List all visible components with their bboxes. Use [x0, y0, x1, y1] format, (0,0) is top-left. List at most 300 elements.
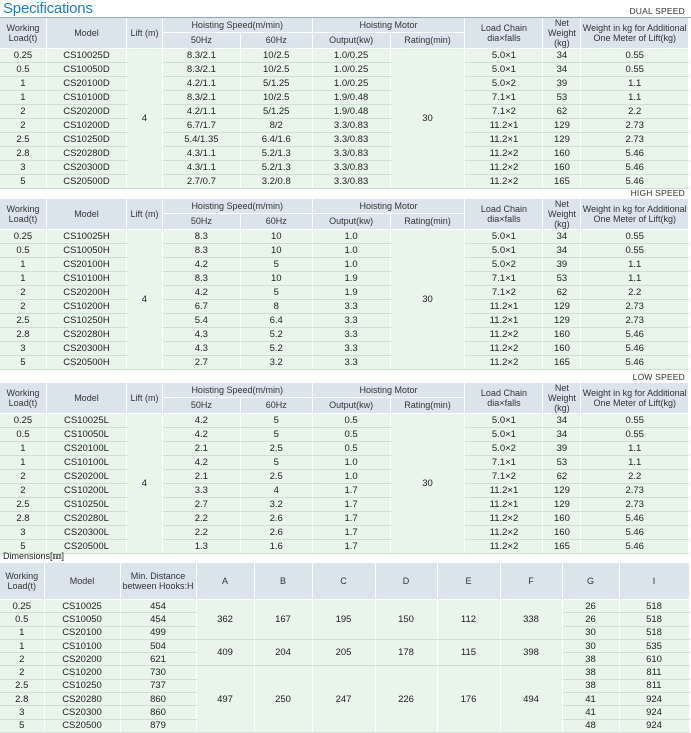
i-cell: 518: [619, 600, 689, 613]
load-cell: 0.5: [0, 613, 44, 626]
weight-cell: 53: [543, 272, 581, 286]
table-row: [0, 512, 689, 526]
lift-cell: 4: [127, 49, 163, 189]
model-cell: CS20500D: [46, 175, 126, 189]
model-cell: CS10100H: [46, 272, 126, 286]
hz50-cell: 2.7/0.7: [162, 175, 240, 189]
hz60-cell: 5.2/1.3: [240, 161, 312, 175]
load-cell: 2: [0, 484, 46, 498]
hz60-cell: 2.5: [240, 442, 312, 456]
table-row: [0, 63, 689, 77]
working-load-header: Working Load(t): [0, 383, 46, 414]
chain-cell: 11.2×1: [465, 300, 543, 314]
chain-cell: 11.2×1: [465, 498, 543, 512]
hz50-cell: 4.2/1.1: [162, 105, 240, 119]
hz50-header: 50Hz: [162, 398, 240, 414]
model-cell: CS10100D: [46, 91, 126, 105]
load-chain-header: Load Chain dia×falls: [465, 18, 543, 49]
output-cell: 0.5: [312, 428, 390, 442]
working-load-header: Working Load(t): [0, 563, 44, 600]
load-cell: 2.8: [0, 512, 46, 526]
output-cell: 1.7: [312, 498, 390, 512]
a-cell: 409: [196, 639, 254, 666]
g-cell: 30: [562, 639, 619, 652]
hz60-cell: 10/2.5: [240, 63, 312, 77]
hooks-distance-cell: 499: [120, 626, 196, 639]
chain-cell: 5.0×1: [465, 244, 543, 258]
chain-cell: 11.2×1: [465, 314, 543, 328]
output-cell: 3.3: [312, 300, 390, 314]
hz60-header: 60Hz: [240, 214, 312, 230]
load-cell: 3: [0, 526, 46, 540]
model-cell: CS10250L: [46, 498, 126, 512]
model-cell: CS10200: [44, 666, 120, 679]
additional-weight-cell: 2.73: [581, 133, 689, 147]
model-header: Model: [46, 383, 126, 414]
output-cell: 1.7: [312, 540, 390, 554]
weight-cell: 129: [543, 484, 581, 498]
hz50-cell: 6.7: [162, 300, 240, 314]
output-cell: 1.9/0.48: [312, 91, 390, 105]
weight-cell: 129: [543, 300, 581, 314]
e-cell: 112: [437, 600, 500, 640]
chain-cell: 5.0×2: [465, 258, 543, 272]
rating-header: Rating(min): [390, 214, 465, 230]
hz60-cell: 10/2.5: [240, 49, 312, 63]
load-cell: 2: [0, 653, 44, 666]
model-cell: CS10050D: [46, 63, 126, 77]
weight-cell: 160: [543, 526, 581, 540]
output-cell: 1.9: [312, 272, 390, 286]
high-speed-tag: HIGH SPEED: [630, 188, 685, 198]
additional-weight-header: Weight in kg for Additional One Meter of Lift(kg): [581, 199, 689, 230]
i-cell: 811: [619, 679, 689, 692]
model-cell: CS20300: [44, 706, 120, 719]
table-row: [0, 428, 689, 442]
hz50-cell: 2.2: [162, 512, 240, 526]
hz50-cell: 1.3: [162, 540, 240, 554]
output-cell: 1.0/0.25: [312, 63, 390, 77]
additional-weight-cell: 2.73: [581, 119, 689, 133]
weight-cell: 160: [543, 147, 581, 161]
net-weight-header: Net Weight (kg): [543, 18, 581, 49]
hz60-cell: 8: [240, 300, 312, 314]
output-header: Output(kw): [312, 214, 390, 230]
load-cell: 3: [0, 706, 44, 719]
weight-cell: 53: [543, 91, 581, 105]
hooks-distance-header: Min. Distance between Hooks:H: [120, 563, 196, 600]
table-row: [0, 244, 689, 258]
hz60-cell: 5: [240, 456, 312, 470]
hz50-cell: 8.3/2.1: [162, 63, 240, 77]
g-header: G: [562, 563, 619, 600]
output-cell: 1.0/0.25: [312, 77, 390, 91]
load-cell: 1: [0, 456, 46, 470]
chain-cell: 7.1×2: [465, 470, 543, 484]
load-cell: 5: [0, 540, 46, 554]
hooks-distance-cell: 454: [120, 613, 196, 626]
additional-weight-cell: 5.46: [581, 540, 689, 554]
model-cell: CS10250H: [46, 314, 126, 328]
load-cell: 5: [0, 356, 46, 370]
additional-weight-cell: 1.1: [581, 258, 689, 272]
hz60-cell: 4: [240, 484, 312, 498]
g-cell: 38: [562, 666, 619, 679]
g-cell: 26: [562, 613, 619, 626]
additional-weight-cell: 5.46: [581, 512, 689, 526]
output-cell: 1.0: [312, 258, 390, 272]
e-header: E: [437, 563, 500, 600]
table-row: [0, 342, 689, 356]
lift-header: Lift (m): [127, 199, 163, 230]
chain-cell: 11.2×2: [465, 356, 543, 370]
weight-cell: 34: [543, 414, 581, 428]
table-row: [0, 442, 689, 456]
output-cell: 1.0: [312, 470, 390, 484]
load-cell: 5: [0, 175, 46, 189]
table-row: [0, 456, 689, 470]
hz50-cell: 4.3/1.1: [162, 161, 240, 175]
hz60-cell: 3.2: [240, 498, 312, 512]
model-cell: CS20100L: [46, 442, 126, 456]
model-cell: CS10100L: [46, 456, 126, 470]
c-cell: 247: [312, 666, 375, 732]
weight-cell: 34: [543, 63, 581, 77]
lift-header: Lift (m): [127, 18, 163, 49]
header-row: [0, 18, 689, 33]
table-row: [0, 286, 689, 300]
load-cell: 2: [0, 286, 46, 300]
f-cell: 338: [500, 600, 562, 640]
additional-weight-cell: 0.55: [581, 244, 689, 258]
additional-weight-cell: 5.46: [581, 161, 689, 175]
table-row: [0, 49, 689, 63]
weight-cell: 160: [543, 342, 581, 356]
chain-cell: 5.0×2: [465, 77, 543, 91]
chain-cell: 7.1×1: [465, 456, 543, 470]
chain-cell: 11.2×1: [465, 133, 543, 147]
table-row: [0, 91, 689, 105]
hz50-cell: 2.2: [162, 526, 240, 540]
hooks-distance-cell: 504: [120, 639, 196, 652]
hz60-cell: 6.4/1.6: [240, 133, 312, 147]
model-cell: CS20300H: [46, 342, 126, 356]
b-cell: 167: [254, 600, 312, 640]
weight-cell: 160: [543, 328, 581, 342]
output-cell: 3.3/0.83: [312, 147, 390, 161]
weight-cell: 34: [543, 244, 581, 258]
dimensions-header-row: [0, 563, 689, 600]
a-header: A: [196, 563, 254, 600]
g-cell: 38: [562, 653, 619, 666]
hz50-cell: 4.2: [162, 456, 240, 470]
hz60-cell: 6.4: [240, 314, 312, 328]
hz50-cell: 4.2: [162, 258, 240, 272]
hooks-distance-cell: 860: [120, 693, 196, 706]
hz50-cell: 4.3: [162, 342, 240, 356]
load-chain-header: Load Chain dia×falls: [465, 383, 543, 414]
table-row: [0, 300, 689, 314]
chain-cell: 11.2×2: [465, 342, 543, 356]
additional-weight-cell: 5.46: [581, 356, 689, 370]
model-cell: CS20100: [44, 626, 120, 639]
g-cell: 38: [562, 679, 619, 692]
hz50-cell: 5.4: [162, 314, 240, 328]
load-cell: 3: [0, 161, 46, 175]
load-cell: 1: [0, 442, 46, 456]
b-header: B: [254, 563, 312, 600]
lift-header: Lift (m): [127, 383, 163, 414]
additional-weight-cell: 2.2: [581, 105, 689, 119]
d-cell: 226: [375, 666, 437, 732]
table-row: [0, 666, 689, 679]
output-cell: 3.3: [312, 356, 390, 370]
chain-cell: 11.2×2: [465, 147, 543, 161]
table-row: [0, 526, 689, 540]
g-cell: 26: [562, 600, 619, 613]
hooks-distance-cell: 621: [120, 653, 196, 666]
model-cell: CS10025D: [46, 49, 126, 63]
table-row: [0, 272, 689, 286]
additional-weight-cell: 2.73: [581, 314, 689, 328]
load-cell: 2: [0, 470, 46, 484]
additional-weight-cell: 2.73: [581, 300, 689, 314]
additional-weight-cell: 2.73: [581, 484, 689, 498]
header-row: [0, 383, 689, 398]
chain-cell: 7.1×2: [465, 105, 543, 119]
additional-weight-header: Weight in kg for Additional One Meter of Lift(kg): [581, 383, 689, 414]
hz50-cell: 6.7/1.7: [162, 119, 240, 133]
additional-weight-cell: 2.73: [581, 498, 689, 512]
hooks-distance-cell: 860: [120, 706, 196, 719]
hz50-cell: 4.2: [162, 286, 240, 300]
g-cell: 30: [562, 626, 619, 639]
hz50-cell: 8.3/2.1: [162, 49, 240, 63]
model-cell: CS10050H: [46, 244, 126, 258]
additional-weight-cell: 0.55: [581, 414, 689, 428]
chain-cell: 7.1×1: [465, 272, 543, 286]
table-row: [0, 105, 689, 119]
model-cell: CS10025H: [46, 230, 126, 244]
table-row: [0, 600, 689, 613]
table-row: [0, 639, 689, 652]
low-speed-tag: LOW SPEED: [632, 372, 685, 382]
hoisting-motor-header: Hoisting Motor: [312, 18, 465, 33]
rating-cell: 30: [390, 414, 465, 554]
load-cell: 2.5: [0, 679, 44, 692]
model-header: Model: [46, 199, 126, 230]
net-weight-header: Net Weight (kg): [543, 199, 581, 230]
weight-cell: 62: [543, 286, 581, 300]
hz60-cell: 10/2.5: [240, 91, 312, 105]
load-cell: 2.8: [0, 693, 44, 706]
hz50-cell: 4.2/1.1: [162, 77, 240, 91]
model-cell: CS10050L: [46, 428, 126, 442]
additional-weight-cell: 5.46: [581, 328, 689, 342]
hz50-cell: 4.2: [162, 414, 240, 428]
hz60-header: 60Hz: [240, 33, 312, 49]
b-cell: 204: [254, 639, 312, 666]
c-header: C: [312, 563, 375, 600]
d-cell: 150: [375, 600, 437, 640]
model-cell: CS10250: [44, 679, 120, 692]
model-cell: CS10050: [44, 613, 120, 626]
hz50-cell: 2.1: [162, 470, 240, 484]
weight-cell: 39: [543, 77, 581, 91]
d-header: D: [375, 563, 437, 600]
output-cell: 1.9/0.48: [312, 105, 390, 119]
g-cell: 48: [562, 719, 619, 732]
chain-cell: 11.2×2: [465, 175, 543, 189]
hz50-cell: 4.3/1.1: [162, 147, 240, 161]
i-cell: 518: [619, 626, 689, 639]
page-title: Specifications: [3, 0, 93, 17]
header-row: [0, 199, 689, 214]
hz60-cell: 5.2: [240, 342, 312, 356]
f-cell: 494: [500, 666, 562, 732]
chain-cell: 11.2×1: [465, 484, 543, 498]
rating-cell: 30: [390, 230, 465, 370]
load-cell: 0.5: [0, 244, 46, 258]
hz50-cell: 2.7: [162, 498, 240, 512]
chain-cell: 5.0×1: [465, 63, 543, 77]
hooks-distance-cell: 737: [120, 679, 196, 692]
high-speed-table: [0, 199, 689, 370]
hz60-cell: 1.6: [240, 540, 312, 554]
table-row: [0, 258, 689, 272]
hz50-cell: 8.3: [162, 230, 240, 244]
load-cell: 0.5: [0, 428, 46, 442]
chain-cell: 5.0×1: [465, 230, 543, 244]
i-cell: 811: [619, 666, 689, 679]
load-cell: 1: [0, 77, 46, 91]
output-cell: 3.3: [312, 314, 390, 328]
load-cell: 0.25: [0, 49, 46, 63]
hooks-distance-cell: 730: [120, 666, 196, 679]
additional-weight-header: Weight in kg for Additional One Meter of Lift(kg): [581, 18, 689, 49]
weight-cell: 160: [543, 161, 581, 175]
hz60-cell: 3.2: [240, 356, 312, 370]
output-cell: 1.0: [312, 456, 390, 470]
weight-cell: 34: [543, 230, 581, 244]
model-cell: CS20100D: [46, 77, 126, 91]
model-cell: CS20200: [44, 653, 120, 666]
model-cell: CS20280: [44, 693, 120, 706]
load-cell: 1: [0, 272, 46, 286]
load-cell: 0.25: [0, 414, 46, 428]
hoisting-speed-header: Hoisting Speed(m/min): [162, 18, 312, 33]
hz60-cell: 10: [240, 272, 312, 286]
working-load-header: Working Load(t): [0, 18, 46, 49]
model-cell: CS20500H: [46, 356, 126, 370]
additional-weight-cell: 1.1: [581, 456, 689, 470]
table-row: [0, 414, 689, 428]
additional-weight-cell: 0.55: [581, 428, 689, 442]
output-cell: 3.3/0.83: [312, 119, 390, 133]
additional-weight-cell: 5.46: [581, 342, 689, 356]
model-cell: CS20500L: [46, 540, 126, 554]
weight-cell: 62: [543, 470, 581, 484]
output-cell: 1.7: [312, 484, 390, 498]
additional-weight-cell: 5.46: [581, 147, 689, 161]
hz50-header: 50Hz: [162, 214, 240, 230]
net-weight-header: Net Weight (kg): [543, 383, 581, 414]
low-speed-table: [0, 383, 689, 554]
hz60-cell: 10: [240, 244, 312, 258]
additional-weight-cell: 1.1: [581, 442, 689, 456]
g-cell: 41: [562, 706, 619, 719]
model-cell: CS20200H: [46, 286, 126, 300]
model-cell: CS10100: [44, 639, 120, 652]
table-row: [0, 230, 689, 244]
model-cell: CS20300L: [46, 526, 126, 540]
chain-cell: 11.2×2: [465, 526, 543, 540]
model-cell: CS10025: [44, 600, 120, 613]
additional-weight-cell: 2.2: [581, 286, 689, 300]
hz60-cell: 2.6: [240, 526, 312, 540]
load-cell: 1: [0, 91, 46, 105]
weight-cell: 34: [543, 49, 581, 63]
weight-cell: 129: [543, 498, 581, 512]
working-load-header: Working Load(t): [0, 199, 46, 230]
load-cell: 2.5: [0, 498, 46, 512]
weight-cell: 129: [543, 314, 581, 328]
weight-cell: 62: [543, 105, 581, 119]
chain-cell: 5.0×2: [465, 442, 543, 456]
hz50-cell: 8.3/2.1: [162, 91, 240, 105]
model-cell: CS10200D: [46, 119, 126, 133]
hz60-cell: 5: [240, 258, 312, 272]
chain-cell: 7.1×1: [465, 91, 543, 105]
model-header: Model: [44, 563, 120, 600]
table-row: [0, 484, 689, 498]
load-cell: 2: [0, 666, 44, 679]
load-cell: 1: [0, 639, 44, 652]
e-cell: 115: [437, 639, 500, 666]
output-cell: 0.5: [312, 414, 390, 428]
output-cell: 1.7: [312, 526, 390, 540]
hoisting-motor-header: Hoisting Motor: [312, 199, 465, 214]
load-cell: 3: [0, 342, 46, 356]
chain-cell: 5.0×1: [465, 49, 543, 63]
model-cell: CS20200D: [46, 105, 126, 119]
hz50-header: 50Hz: [162, 33, 240, 49]
chain-cell: 5.0×1: [465, 414, 543, 428]
table-row: [0, 147, 689, 161]
hz50-cell: 2.7: [162, 356, 240, 370]
additional-weight-cell: 1.1: [581, 77, 689, 91]
rating-cell: 30: [390, 49, 465, 189]
hz60-cell: 8/2: [240, 119, 312, 133]
hoisting-motor-header: Hoisting Motor: [312, 383, 465, 398]
hz60-cell: 5.2: [240, 328, 312, 342]
output-cell: 3.3: [312, 328, 390, 342]
i-cell: 518: [619, 613, 689, 626]
output-cell: 3.3/0.83: [312, 133, 390, 147]
output-cell: 1.0: [312, 244, 390, 258]
weight-cell: 129: [543, 133, 581, 147]
hz50-cell: 5.4/1.35: [162, 133, 240, 147]
chain-cell: 11.2×2: [465, 540, 543, 554]
output-cell: 0.5: [312, 442, 390, 456]
c-cell: 205: [312, 639, 375, 666]
i-cell: 924: [619, 693, 689, 706]
chain-cell: 11.2×1: [465, 119, 543, 133]
table-row: [0, 356, 689, 370]
dimensions-table: [0, 563, 690, 733]
hz60-cell: 2.6: [240, 512, 312, 526]
model-cell: CS10200H: [46, 300, 126, 314]
